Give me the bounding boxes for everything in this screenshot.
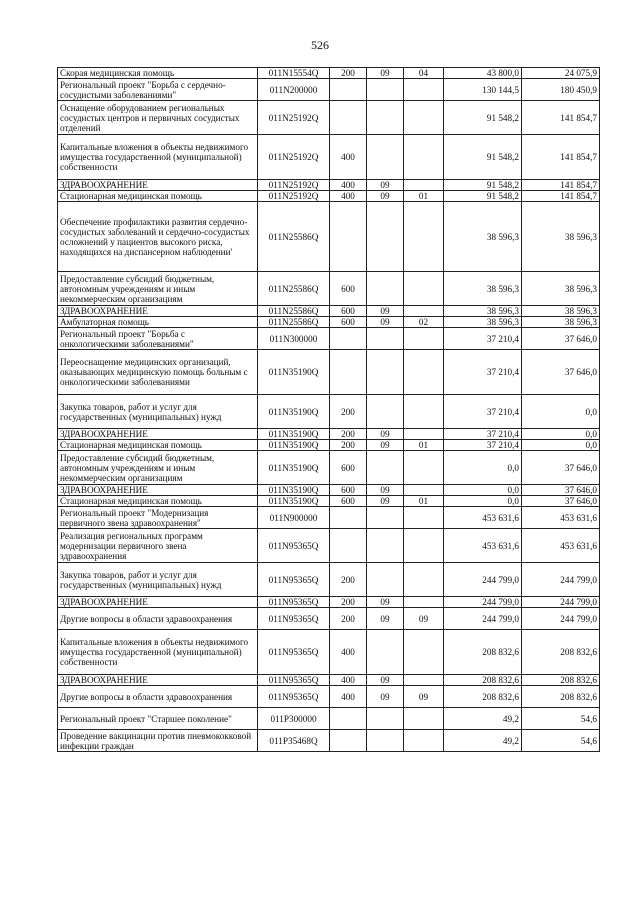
row-name-cell: ЗДРАВООХРАНЕНИЕ — [58, 429, 258, 440]
row-code-cell: 011N15554Q — [258, 68, 330, 79]
row-section-cell: 09 — [367, 317, 404, 328]
row-amount-year2-cell: 141 854,7 — [522, 191, 600, 202]
row-amount-year2-cell: 141 854,7 — [522, 135, 600, 180]
row-name-cell: Скорая медицинская помощь — [58, 68, 258, 79]
budget-table — [57, 67, 600, 752]
row-code-cell: 011N95365Q — [258, 608, 330, 630]
row-subsection-cell: 04 — [404, 68, 444, 79]
row-code-cell: 011N95365Q — [258, 675, 330, 686]
table-row — [58, 440, 600, 451]
row-code-cell: 011N35190Q — [258, 440, 330, 451]
row-section-cell: 09 — [367, 686, 404, 708]
row-amount-year1-cell: 91 548,2 — [444, 191, 522, 202]
row-name-cell: Амбулаторная помощь — [58, 317, 258, 328]
row-amount-year2-cell: 244 799,0 — [522, 563, 600, 597]
row-subsection-cell — [404, 79, 444, 101]
row-section-cell — [367, 507, 404, 529]
row-code-cell: 011N25586Q — [258, 317, 330, 328]
row-amount-year2-cell: 208 832,6 — [522, 675, 600, 686]
row-subsection-cell — [404, 135, 444, 180]
table-row — [58, 68, 600, 79]
row-section-cell: 09 — [367, 675, 404, 686]
row-subsection-cell — [404, 485, 444, 496]
row-expense-type-cell: 400 — [330, 180, 367, 191]
row-subsection-cell — [404, 563, 444, 597]
row-name-cell: Переоснащение медицинских организаций, оказывающих медицинскую помощь больным с онкологическими заболеваниями — [58, 350, 258, 395]
row-amount-year1-cell: 38 596,3 — [444, 306, 522, 317]
row-name-cell: Другие вопросы в области здравоохранения — [58, 608, 258, 630]
table-row — [58, 135, 600, 180]
row-subsection-cell — [404, 597, 444, 608]
row-expense-type-cell — [330, 79, 367, 101]
row-section-cell — [367, 272, 404, 306]
row-name-cell: Стационарная медицинская помощь — [58, 191, 258, 202]
row-expense-type-cell: 400 — [330, 686, 367, 708]
row-section-cell — [367, 529, 404, 563]
row-subsection-cell: 01 — [404, 440, 444, 451]
row-expense-type-cell — [330, 328, 367, 350]
row-code-cell: 011N25192Q — [258, 135, 330, 180]
table-row — [58, 597, 600, 608]
row-amount-year1-cell: 37 210,4 — [444, 429, 522, 440]
row-expense-type-cell — [330, 101, 367, 135]
table-row — [58, 507, 600, 529]
row-amount-year1-cell: 38 596,3 — [444, 202, 522, 272]
row-code-cell: 011N35190Q — [258, 496, 330, 507]
row-section-cell — [367, 350, 404, 395]
row-code-cell: 011P300000 — [258, 708, 330, 730]
row-expense-type-cell — [330, 708, 367, 730]
row-amount-year2-cell: 37 646,0 — [522, 485, 600, 496]
row-section-cell — [367, 328, 404, 350]
row-section-cell — [367, 101, 404, 135]
row-amount-year1-cell: 208 832,6 — [444, 675, 522, 686]
row-amount-year2-cell: 208 832,6 — [522, 630, 600, 675]
row-expense-type-cell: 600 — [330, 496, 367, 507]
row-subsection-cell — [404, 350, 444, 395]
table-row — [58, 79, 600, 101]
row-amount-year1-cell: 37 210,4 — [444, 350, 522, 395]
row-amount-year1-cell: 208 832,6 — [444, 686, 522, 708]
row-subsection-cell — [404, 630, 444, 675]
row-section-cell: 09 — [367, 306, 404, 317]
row-section-cell — [367, 451, 404, 485]
row-expense-type-cell: 400 — [330, 675, 367, 686]
row-code-cell: 011N35190Q — [258, 350, 330, 395]
row-expense-type-cell: 400 — [330, 191, 367, 202]
row-subsection-cell — [404, 272, 444, 306]
row-amount-year1-cell: 244 799,0 — [444, 608, 522, 630]
row-amount-year2-cell: 0,0 — [522, 395, 600, 429]
row-subsection-cell — [404, 202, 444, 272]
row-section-cell: 09 — [367, 440, 404, 451]
row-subsection-cell — [404, 675, 444, 686]
row-code-cell: 011N35190Q — [258, 429, 330, 440]
row-amount-year2-cell: 24 075,9 — [522, 68, 600, 79]
row-name-cell: Региональный проект "Борьба с онкологическими заболеваниями" — [58, 328, 258, 350]
row-name-cell: ЗДРАВООХРАНЕНИЕ — [58, 180, 258, 191]
row-amount-year2-cell: 37 646,0 — [522, 496, 600, 507]
row-amount-year2-cell: 37 646,0 — [522, 451, 600, 485]
row-name-cell: ЗДРАВООХРАНЕНИЕ — [58, 675, 258, 686]
row-amount-year2-cell: 244 799,0 — [522, 608, 600, 630]
row-expense-type-cell: 600 — [330, 306, 367, 317]
row-section-cell: 09 — [367, 180, 404, 191]
row-section-cell: 09 — [367, 191, 404, 202]
row-amount-year2-cell: 38 596,3 — [522, 272, 600, 306]
row-section-cell — [367, 708, 404, 730]
row-code-cell: 011N35190Q — [258, 451, 330, 485]
row-amount-year2-cell: 0,0 — [522, 440, 600, 451]
row-name-cell: Капитальные вложения в объекты недвижимого имущества государственной (муниципальной) собственности — [58, 135, 258, 180]
row-section-cell: 09 — [367, 429, 404, 440]
table-row — [58, 630, 600, 675]
row-subsection-cell — [404, 451, 444, 485]
row-section-cell: 09 — [367, 68, 404, 79]
row-section-cell — [367, 730, 404, 752]
row-name-cell: ЗДРАВООХРАНЕНИЕ — [58, 597, 258, 608]
table-row — [58, 451, 600, 485]
row-amount-year1-cell: 244 799,0 — [444, 597, 522, 608]
table-row — [58, 429, 600, 440]
row-expense-type-cell: 600 — [330, 317, 367, 328]
row-section-cell: 09 — [367, 597, 404, 608]
row-code-cell: 011N95365Q — [258, 529, 330, 563]
row-name-cell: ЗДРАВООХРАНЕНИЕ — [58, 306, 258, 317]
row-amount-year1-cell: 91 548,2 — [444, 101, 522, 135]
row-subsection-cell — [404, 708, 444, 730]
row-amount-year1-cell: 91 548,2 — [444, 135, 522, 180]
row-amount-year2-cell: 453 631,6 — [522, 507, 600, 529]
row-name-cell: Региональный проект "Модернизация первичного звена здравоохранения" — [58, 507, 258, 529]
row-subsection-cell: 09 — [404, 686, 444, 708]
row-amount-year2-cell: 141 854,7 — [522, 101, 600, 135]
row-expense-type-cell: 200 — [330, 597, 367, 608]
row-expense-type-cell: 600 — [330, 451, 367, 485]
row-code-cell: 011N95365Q — [258, 563, 330, 597]
row-code-cell: 011N35190Q — [258, 395, 330, 429]
row-amount-year1-cell: 130 144,5 — [444, 79, 522, 101]
row-subsection-cell — [404, 395, 444, 429]
row-name-cell: Закупка товаров, работ и услуг для государственных (муниципальных) нужд — [58, 395, 258, 429]
row-subsection-cell: 09 — [404, 608, 444, 630]
row-name-cell: ЗДРАВООХРАНЕНИЕ — [58, 485, 258, 496]
table-row — [58, 708, 600, 730]
row-subsection-cell — [404, 101, 444, 135]
table-row — [58, 317, 600, 328]
row-expense-type-cell: 200 — [330, 563, 367, 597]
row-name-cell: Реализация региональных программ модернизации первичного звена здравоохранения — [58, 529, 258, 563]
row-subsection-cell — [404, 507, 444, 529]
table-row — [58, 529, 600, 563]
table-row — [58, 328, 600, 350]
row-name-cell: Региональный проект "Борьба с сердечно-сосудистыми заболеваниями" — [58, 79, 258, 101]
row-expense-type-cell: 600 — [330, 272, 367, 306]
row-amount-year1-cell: 37 210,4 — [444, 395, 522, 429]
row-subsection-cell — [404, 429, 444, 440]
table-row — [58, 563, 600, 597]
table-row — [58, 101, 600, 135]
row-expense-type-cell: 200 — [330, 440, 367, 451]
row-name-cell: Стационарная медицинская помощь — [58, 496, 258, 507]
row-amount-year1-cell: 244 799,0 — [444, 563, 522, 597]
table-row — [58, 608, 600, 630]
row-code-cell: 011N900000 — [258, 507, 330, 529]
table-row — [58, 202, 600, 272]
row-expense-type-cell: 200 — [330, 608, 367, 630]
row-code-cell: 011N25586Q — [258, 272, 330, 306]
row-amount-year1-cell: 37 210,4 — [444, 440, 522, 451]
row-amount-year1-cell: 91 548,2 — [444, 180, 522, 191]
row-code-cell: 011N25192Q — [258, 191, 330, 202]
table-row — [58, 675, 600, 686]
row-code-cell: 011N25192Q — [258, 101, 330, 135]
row-subsection-cell: 02 — [404, 317, 444, 328]
table-row — [58, 306, 600, 317]
row-amount-year1-cell: 38 596,3 — [444, 272, 522, 306]
row-code-cell: 011N95365Q — [258, 597, 330, 608]
row-section-cell: 09 — [367, 608, 404, 630]
row-amount-year2-cell: 0,0 — [522, 429, 600, 440]
row-subsection-cell — [404, 328, 444, 350]
row-amount-year2-cell: 244 799,0 — [522, 597, 600, 608]
row-amount-year2-cell: 37 646,0 — [522, 350, 600, 395]
row-amount-year1-cell: 453 631,6 — [444, 529, 522, 563]
row-amount-year1-cell: 38 596,3 — [444, 317, 522, 328]
row-name-cell: Капитальные вложения в объекты недвижимого имущества государственной (муниципальной) собственности — [58, 630, 258, 675]
table-row — [58, 395, 600, 429]
table-row — [58, 485, 600, 496]
row-section-cell — [367, 563, 404, 597]
row-name-cell: Закупка товаров, работ и услуг для государственных (муниципальных) нужд — [58, 563, 258, 597]
row-amount-year1-cell: 43 800,0 — [444, 68, 522, 79]
table-row — [58, 350, 600, 395]
row-amount-year2-cell: 38 596,3 — [522, 202, 600, 272]
row-code-cell: 011N200000 — [258, 79, 330, 101]
row-expense-type-cell: 200 — [330, 395, 367, 429]
row-amount-year2-cell: 54,6 — [522, 708, 600, 730]
row-code-cell: 011N25192Q — [258, 180, 330, 191]
row-section-cell — [367, 135, 404, 180]
row-section-cell — [367, 202, 404, 272]
page-number: 526 — [311, 38, 329, 52]
row-amount-year1-cell: 453 631,6 — [444, 507, 522, 529]
row-name-cell: Региональный проект "Старшее поколение" — [58, 708, 258, 730]
row-amount-year2-cell: 453 631,6 — [522, 529, 600, 563]
row-amount-year2-cell: 208 832,6 — [522, 686, 600, 708]
row-name-cell: Оснащение оборудованием региональных сосудистых центров и первичных сосудистых отделений — [58, 101, 258, 135]
row-amount-year2-cell: 38 596,3 — [522, 306, 600, 317]
row-expense-type-cell: 400 — [330, 630, 367, 675]
row-amount-year2-cell: 141 854,7 — [522, 180, 600, 191]
row-expense-type-cell: 200 — [330, 429, 367, 440]
row-amount-year1-cell: 49,2 — [444, 730, 522, 752]
table-row — [58, 686, 600, 708]
row-subsection-cell — [404, 180, 444, 191]
row-expense-type-cell — [330, 350, 367, 395]
row-code-cell: 011N95365Q — [258, 630, 330, 675]
row-name-cell: Стационарная медицинская помощь — [58, 440, 258, 451]
row-amount-year2-cell: 54,6 — [522, 730, 600, 752]
row-section-cell: 09 — [367, 496, 404, 507]
row-expense-type-cell: 200 — [330, 68, 367, 79]
row-name-cell: Другие вопросы в области здравоохранения — [58, 686, 258, 708]
row-expense-type-cell: 400 — [330, 135, 367, 180]
row-amount-year2-cell: 37 646,0 — [522, 328, 600, 350]
row-name-cell: Обеспечение профилактики развития сердечно-сосудистых заболеваний и сердечно-сосудистых осложнений у пациентов высокого риска, находящихся на диспансерном наблюдении' — [58, 202, 258, 272]
row-section-cell — [367, 79, 404, 101]
row-expense-type-cell — [330, 507, 367, 529]
table-row — [58, 191, 600, 202]
table-row — [58, 496, 600, 507]
table-row — [58, 730, 600, 752]
row-section-cell — [367, 630, 404, 675]
row-code-cell: 011N25586Q — [258, 202, 330, 272]
row-amount-year1-cell: 49,2 — [444, 708, 522, 730]
row-amount-year2-cell: 38 596,3 — [522, 317, 600, 328]
row-subsection-cell: 01 — [404, 496, 444, 507]
row-subsection-cell: 01 — [404, 191, 444, 202]
row-code-cell: 011P35468Q — [258, 730, 330, 752]
row-expense-type-cell — [330, 529, 367, 563]
row-code-cell: 011N95365Q — [258, 686, 330, 708]
row-code-cell: 011N35190Q — [258, 485, 330, 496]
row-expense-type-cell: 600 — [330, 485, 367, 496]
row-amount-year2-cell: 180 450,9 — [522, 79, 600, 101]
row-subsection-cell — [404, 306, 444, 317]
row-amount-year1-cell: 0,0 — [444, 485, 522, 496]
table-row — [58, 272, 600, 306]
row-section-cell: 09 — [367, 485, 404, 496]
row-expense-type-cell — [330, 202, 367, 272]
row-name-cell: Предоставление субсидий бюджетным, автономным учреждениям и иным некоммерческим организациям — [58, 451, 258, 485]
table-row — [58, 180, 600, 191]
row-subsection-cell — [404, 730, 444, 752]
row-amount-year1-cell: 37 210,4 — [444, 328, 522, 350]
row-amount-year1-cell: 208 832,6 — [444, 630, 522, 675]
row-name-cell: Проведение вакцинации против пневмококковой инфекции граждан — [58, 730, 258, 752]
row-code-cell: 011N300000 — [258, 328, 330, 350]
row-code-cell: 011N25586Q — [258, 306, 330, 317]
row-amount-year1-cell: 0,0 — [444, 451, 522, 485]
row-expense-type-cell — [330, 730, 367, 752]
row-subsection-cell — [404, 529, 444, 563]
row-section-cell — [367, 395, 404, 429]
row-name-cell: Предоставление субсидий бюджетным, автономным учреждениям и иным некоммерческим организациям — [58, 272, 258, 306]
row-amount-year1-cell: 0,0 — [444, 496, 522, 507]
